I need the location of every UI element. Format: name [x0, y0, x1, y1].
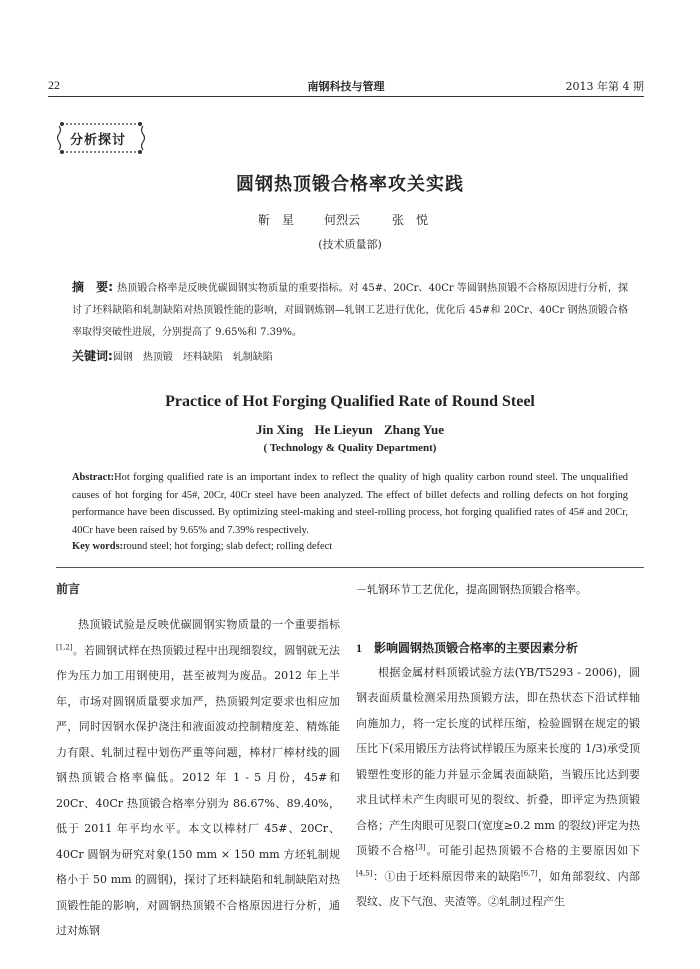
keywords-label-en: Key words:: [72, 541, 124, 552]
keyword-cn: 热顶锻: [142, 352, 173, 363]
citation: [6,7]: [520, 868, 538, 877]
column-tag-label: 分析探讨: [70, 133, 127, 148]
author-en: Jin Xing: [255, 422, 304, 437]
header-rule: [48, 96, 644, 97]
body-column-left: [56, 577, 340, 944]
section-text: ，如角部裂纹、内部裂纹、皮下气泡、夹渣等。②轧制过程产生: [356, 869, 641, 908]
keywords-label-cn: 关键词:: [72, 349, 113, 363]
author-en: Zhang Yue: [383, 422, 445, 437]
running-header: [48, 78, 644, 94]
abstract-text-cn: 热顶锻合格率是反映优碳圆钢实物质量的重要指标。对 45#、20Cr、40Cr 等圆钢热顶锻不合格原因进行分析，探讨了坯料缺陷和轧制缺陷对热顶锻性能的影响，对圆钢炼钢—轧钢工艺进行优化，优化后 45#和 20Cr、40Cr 钢热顶锻合格率取得突破性进展，分别提高了 9.65%和 7.39%。: [72, 283, 628, 338]
abstract-text-en: Hot forging qualified rate is an important index to reflect the quality of high quality carbon round steel. The unqualified causes of hot forging for 45#, 20Cr, 40Cr steel have been analyzed. The effect of billet defects and rolling defects on hot forging performance have been discussed. By optimizing steel-making and steel-rolling process, hot forging qualified rates of 45# and 20Cr, 40Cr have been raised by 9.65% and 7.39% respectively.: [72, 472, 628, 536]
section-text: 。可能引起热顶锻不合格的主要原因如下: [425, 844, 641, 857]
keywords-en: [72, 541, 628, 552]
abstract-label-en: Abstract:: [72, 472, 115, 483]
article-title-cn: 圆钢热顶锻合格率攻关实践: [236, 174, 464, 195]
preface-heading: 前言: [56, 582, 81, 596]
column-tag: [56, 120, 146, 156]
section-number: 1: [356, 640, 362, 655]
issue-label: 2013 年第 4 期: [565, 80, 644, 93]
preface-text: 热顶锻试验是反映优碳圆钢实物质量的一个重要指标: [78, 618, 340, 631]
keywords-text-en: round steel; hot forging; slab defect; rolling defect: [123, 541, 333, 552]
authors-en: [0, 422, 700, 438]
journal-name: 南钢科技与管理: [307, 80, 385, 93]
keywords-cn: [72, 347, 628, 364]
authors-cn: [258, 211, 458, 227]
author-en: He Lieyun: [314, 422, 373, 437]
section-text: 根据金属材料顶锻试验方法(YB/T5293 - 2006)，圆钢表面质量检测采用热顶锻方法，即在热状态下沿试样轴向施加力，将一定长度的试样压缩，检验圆钢在规定的锻压比下(采用锻压方法将试样锻压为原来长度的 1/3)承受顶锻塑性变形的能力并显示金属表面缺陷，当锻压比达到要求且试样未产生肉眼可见的裂纹、折叠，即评定为热顶锻合格；产生肉眼可见裂口(宽度≥0.2 mm 的裂纹)评定为热顶锻不合格: [356, 665, 640, 857]
keyword-cn: 轧制缺陷: [232, 352, 273, 363]
author-cn: 张 悦: [392, 213, 429, 227]
section-1-paragraph: [356, 660, 640, 915]
keyword-cn: 坯料缺陷: [182, 352, 223, 363]
preface-continuation: －轧钢环节工艺优化，提高圆钢热顶锻合格率。: [356, 583, 587, 596]
section-1-heading: [356, 636, 640, 660]
abstract-label-cn: 摘 要:: [72, 280, 114, 294]
section-text: ：①由于坯料原因带来的缺陷: [372, 869, 521, 883]
section-title: 影响圆钢热顶锻合格率的主要因素分析: [374, 640, 579, 655]
body-rule: [56, 567, 644, 568]
citation: [3]: [415, 843, 426, 852]
keyword-cn: 圆钢: [112, 352, 133, 363]
author-cn: 靳 星: [258, 213, 295, 227]
citation: [4,5]: [356, 868, 373, 877]
affiliation-en: ( Technology & Quality Department): [263, 442, 437, 454]
body-column-right: [356, 577, 640, 915]
preface-text: 。若圆钢试样在热顶锻过程中出现细裂纹，圆钢就无法作为压力加工用钢使用，甚至被判为废品。2012 年上半年，市场对圆钢质量要求加严，热顶锻判定要求也相应加严，同时因钢水保护浇注和液面波动控制精度差、精炼能力有限、轧制过程中划伤严重等问题，棒材厂棒材线的圆钢热顶锻合格率偏低。2012 年 1 - 5 月份，45#和 20Cr、40Cr 热顶锻合格率分别为 86.67%、89.40%，低于 2011 年平均水平。本文以棒材厂 45#、20Cr、40Cr 圆钢为研究对象(150 mm × 150 mm 方坯轧制规格小于 50 mm 的圆钢)，探讨了坯料缺陷和轧制缺陷对热顶锻性能的影响，对圆钢热顶锻不合格原因进行分析，通过对炼钢: [56, 643, 340, 937]
abstract-cn: [72, 276, 628, 344]
affiliation-cn: (技术质量部): [318, 238, 382, 251]
article-title-en: Practice of Hot Forging Qualified Rate of Round Steel: [165, 393, 535, 410]
preface-paragraph: [56, 612, 340, 944]
abstract-en: [72, 469, 628, 539]
citation: [1,2]: [56, 642, 73, 651]
page-number: 22: [48, 78, 60, 92]
author-cn: 何烈云: [324, 213, 361, 227]
